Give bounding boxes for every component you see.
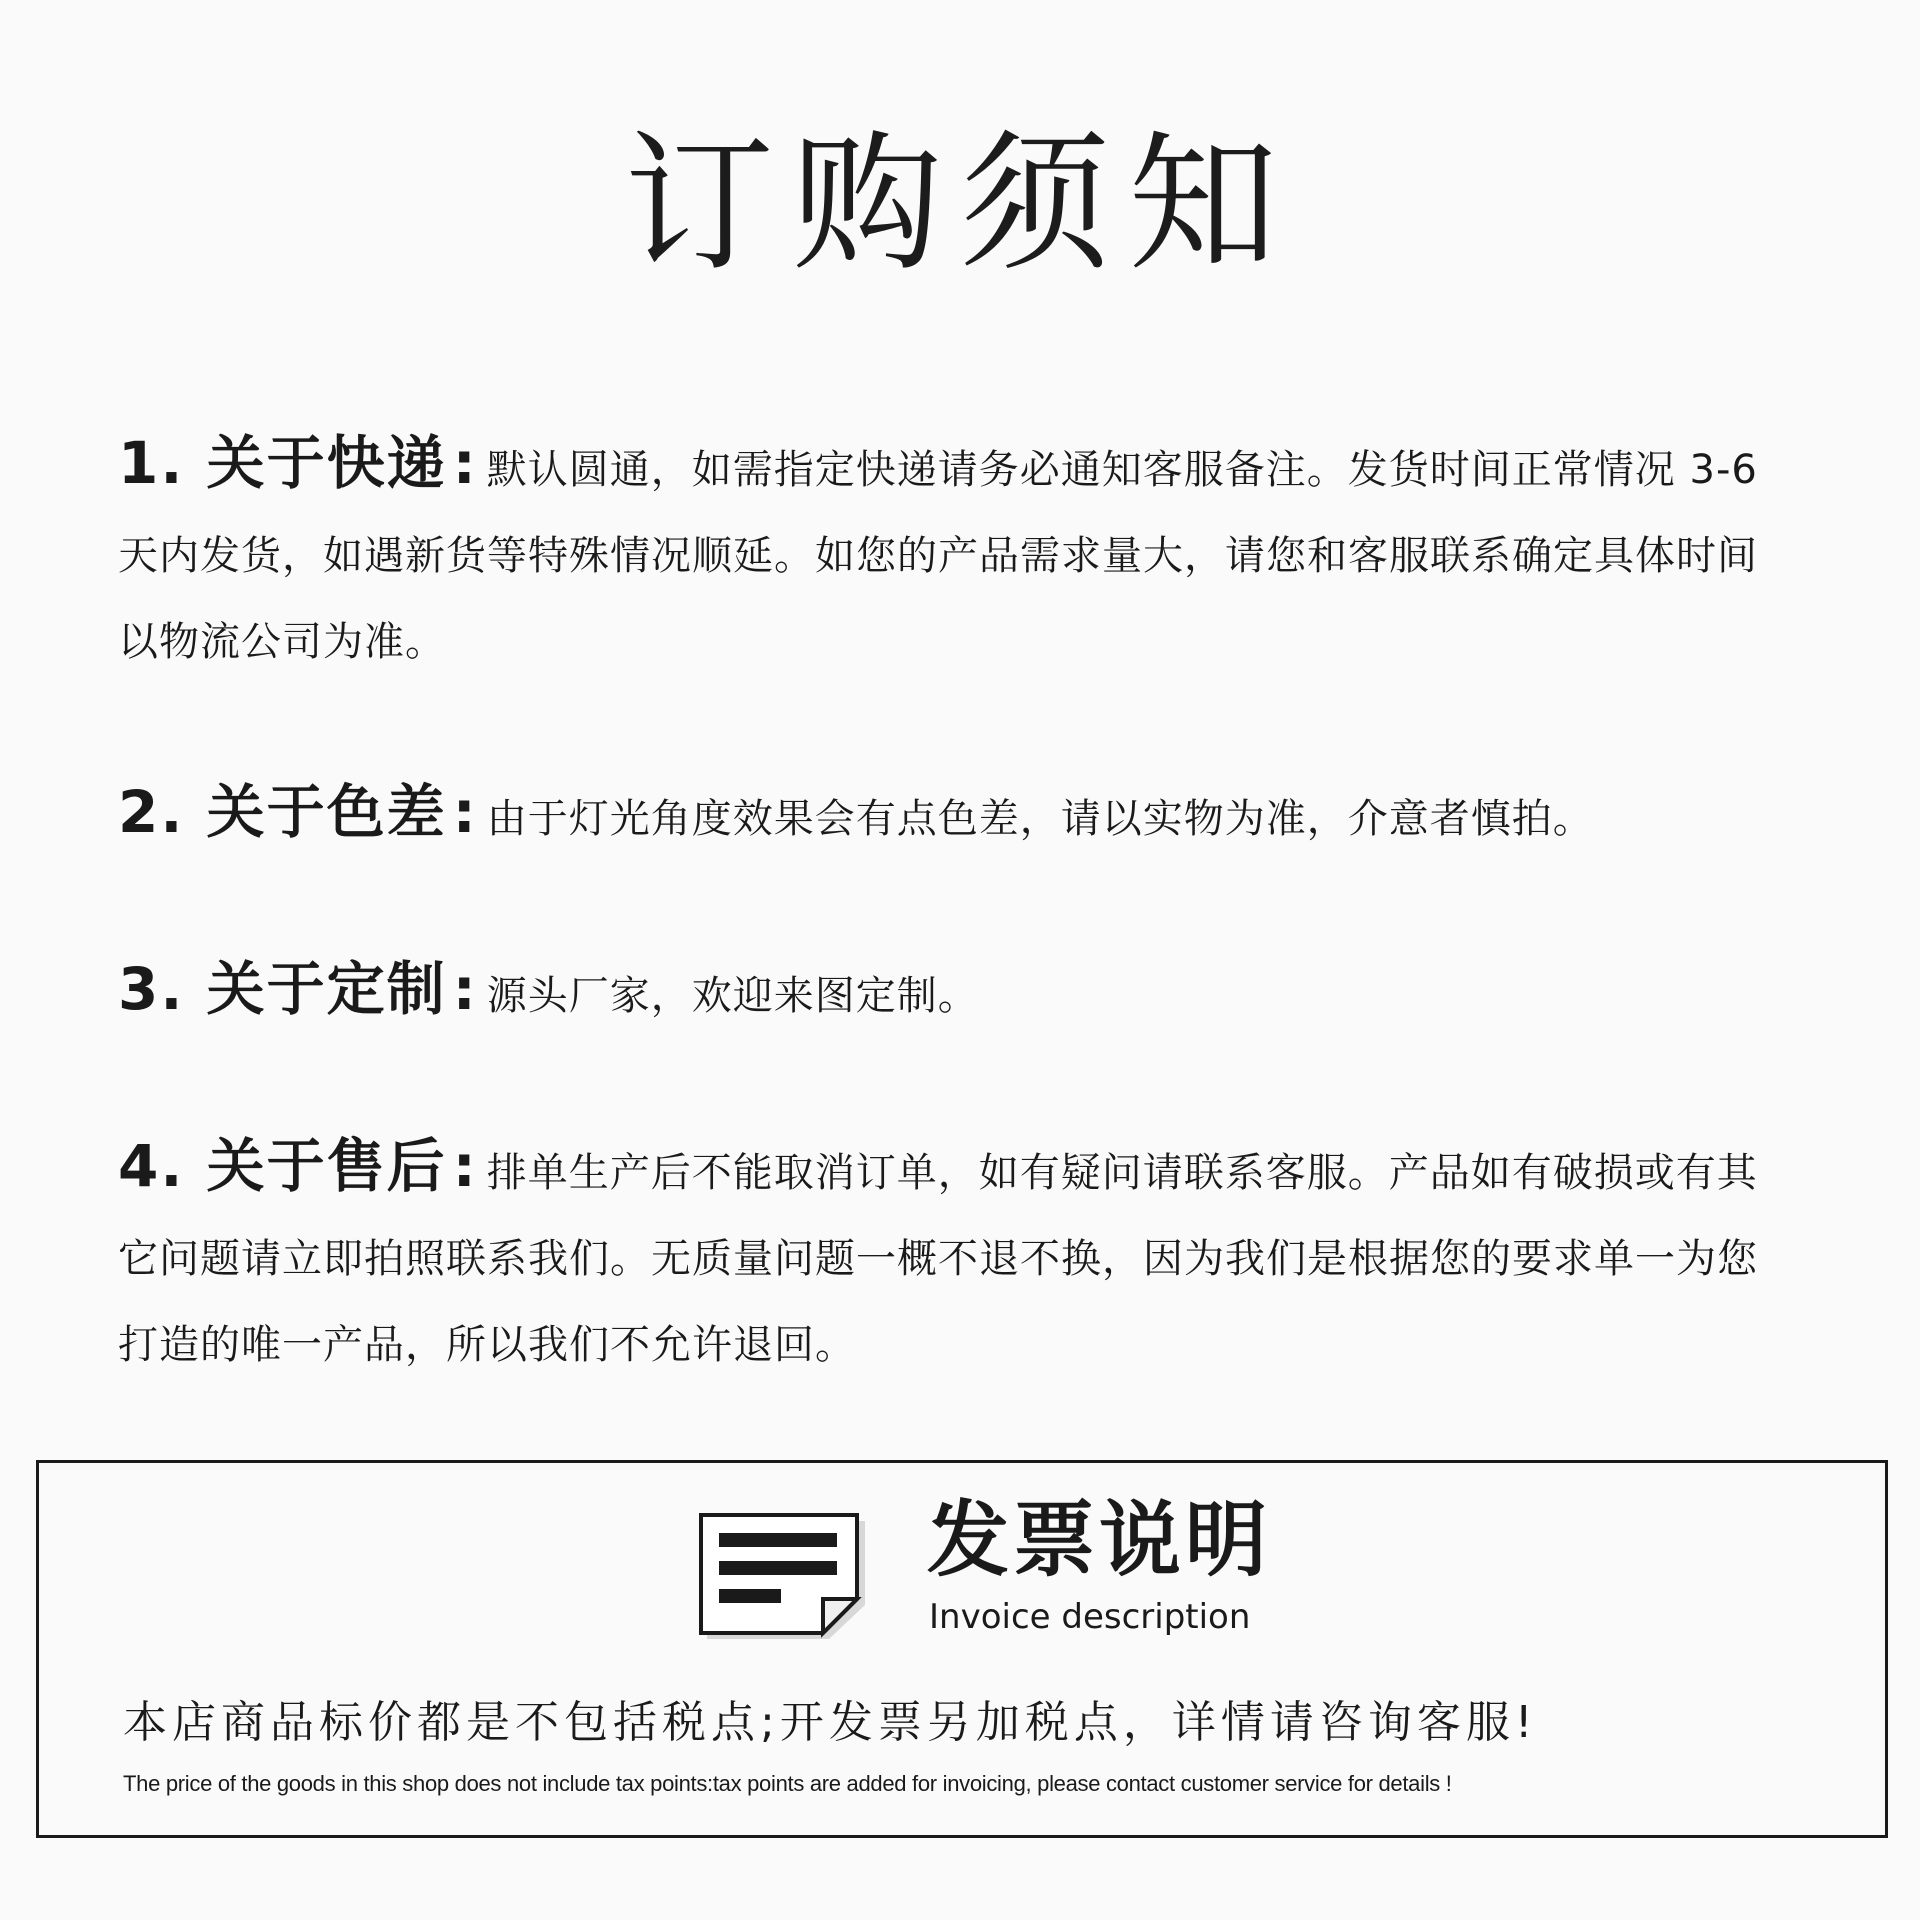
notice-heading: 2. 关于色差: [118, 778, 447, 846]
notice-body: 默认圆通，如需指定快递请务必通知客服备注。发货时间正常情况 3-6 天内发货，如遇新货等特殊情况顺延。如您的产品需求量大，请您和客服联系确定具体时间以物流公司为准。: [118, 447, 1758, 665]
notice-customization: [118, 946, 1758, 1039]
notice-color-difference: [118, 769, 1758, 862]
notice-heading: 3. 关于定制: [118, 955, 447, 1023]
invoice-subtitle: Invoice description: [929, 1597, 1251, 1637]
notice-after-sales: [118, 1123, 1758, 1388]
invoice-note-chinese: 本店商品标价都是不包括税点;开发票另加税点，详情请咨询客服!: [123, 1697, 1538, 1748]
notice-list: [118, 420, 1758, 1388]
notice-heading: 4. 关于售后: [118, 1132, 447, 1200]
invoice-header: [699, 1491, 1299, 1651]
invoice-box: [36, 1460, 1888, 1838]
notice-body: 由于灯光角度效果会有点色差，请以实物为准，介意者慎拍。: [486, 796, 1594, 842]
invoice-title: 发票说明: [927, 1493, 1272, 1588]
notice-colon: :: [452, 778, 477, 846]
notice-heading: 1. 关于快递: [118, 429, 447, 497]
invoice-note-english: The price of the goods in this shop does not include tax points:tax points are added for invoicing, please contact customer service for details !: [123, 1771, 1452, 1796]
notice-express: [118, 420, 1758, 685]
page-title: 订购须知: [623, 118, 1296, 292]
notice-colon: :: [452, 1132, 477, 1200]
notice-colon: :: [452, 955, 477, 1023]
document-icon: [699, 1513, 867, 1641]
notice-body: 源头厂家，欢迎来图定制。: [486, 973, 979, 1019]
notice-colon: :: [452, 429, 477, 497]
notice-body: 排单生产后不能取消订单，如有疑问请联系客服。产品如有破损或有其它问题请立即拍照联系我们。无质量问题一概不退不换，因为我们是根据您的要求单一为您打造的唯一产品，所以我们不允许退回。: [118, 1150, 1758, 1368]
